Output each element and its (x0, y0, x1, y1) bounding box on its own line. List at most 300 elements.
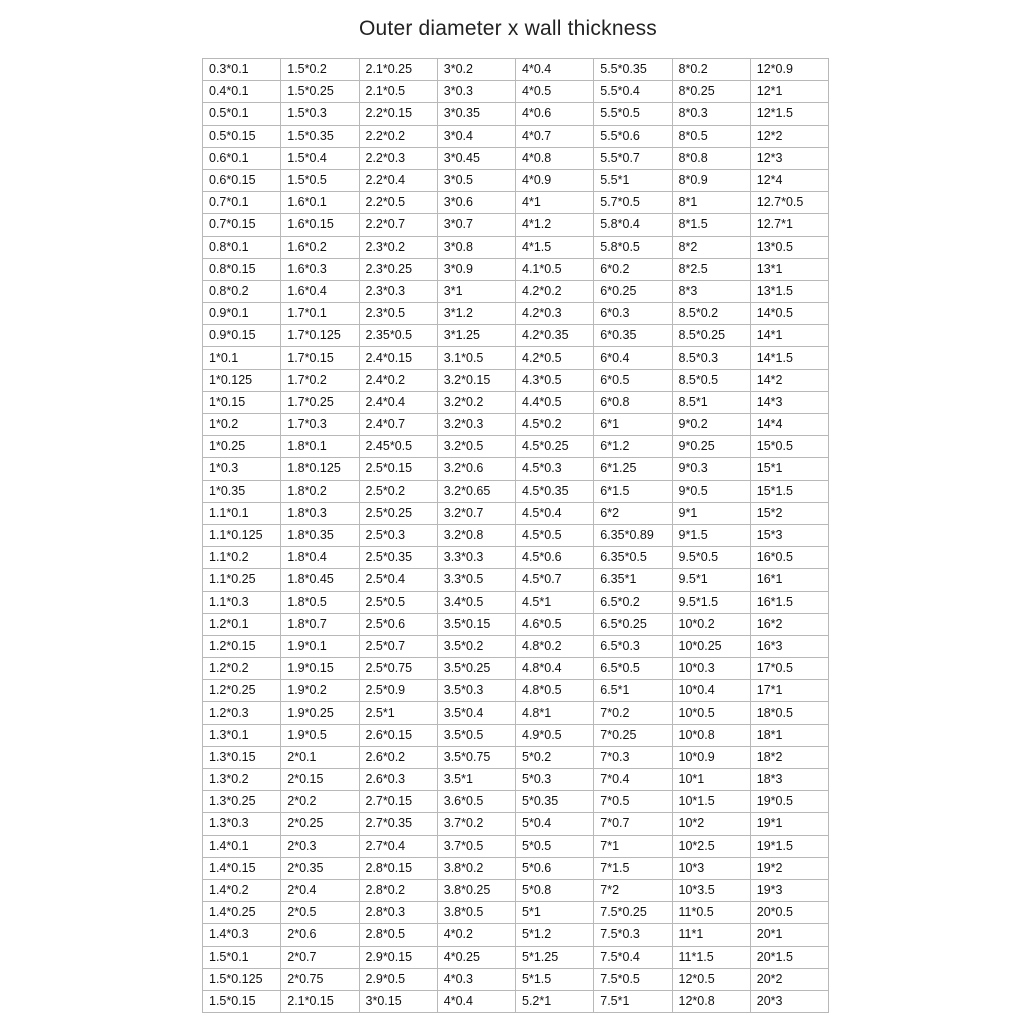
table-cell: 2.7*0.15 (359, 791, 437, 813)
table-cell: 14*4 (750, 414, 828, 436)
table-cell: 4.5*0.6 (516, 547, 594, 569)
table-cell: 6*0.3 (594, 303, 672, 325)
table-cell: 12.7*0.5 (750, 192, 828, 214)
table-cell: 16*2 (750, 613, 828, 635)
table-cell: 8.5*0.2 (672, 303, 750, 325)
table-cell: 10*1 (672, 769, 750, 791)
table-cell: 5.5*0.5 (594, 103, 672, 125)
table-cell: 4.5*0.25 (516, 436, 594, 458)
table-cell: 8*2.5 (672, 258, 750, 280)
table-cell: 15*0.5 (750, 436, 828, 458)
table-cell: 5*0.5 (516, 835, 594, 857)
table-cell: 3.5*0.15 (437, 613, 515, 635)
table-cell: 1.1*0.25 (203, 569, 281, 591)
table-cell: 4.3*0.5 (516, 369, 594, 391)
table-cell: 7.5*0.5 (594, 968, 672, 990)
table-cell: 2.7*0.4 (359, 835, 437, 857)
table-cell: 6*0.4 (594, 347, 672, 369)
table-row (203, 192, 829, 214)
table-cell: 9.5*1 (672, 569, 750, 591)
table-cell: 14*1 (750, 325, 828, 347)
table-row (203, 658, 829, 680)
table-cell: 12.7*1 (750, 214, 828, 236)
table-cell: 18*3 (750, 769, 828, 791)
table-cell: 10*2 (672, 813, 750, 835)
table-cell: 2.2*0.15 (359, 103, 437, 125)
table-cell: 16*0.5 (750, 547, 828, 569)
table-cell: 1.8*0.45 (281, 569, 359, 591)
table-cell: 4.4*0.5 (516, 391, 594, 413)
table-cell: 3*0.15 (359, 990, 437, 1012)
table-cell: 3.8*0.5 (437, 902, 515, 924)
table-row (203, 680, 829, 702)
table-cell: 1.4*0.3 (203, 924, 281, 946)
table-cell: 1*0.35 (203, 480, 281, 502)
table-row (203, 569, 829, 591)
table-cell: 9*0.2 (672, 414, 750, 436)
table-cell: 2*0.4 (281, 879, 359, 901)
table-cell: 6.35*0.89 (594, 524, 672, 546)
table-cell: 20*2 (750, 968, 828, 990)
table-cell: 20*1.5 (750, 946, 828, 968)
table-cell: 4*0.4 (437, 990, 515, 1012)
table-cell: 10*2.5 (672, 835, 750, 857)
table-cell: 6*0.5 (594, 369, 672, 391)
table-cell: 1.1*0.1 (203, 502, 281, 524)
table-cell: 8*0.3 (672, 103, 750, 125)
table-cell: 2.3*0.2 (359, 236, 437, 258)
table-cell: 8*0.2 (672, 59, 750, 81)
table-cell: 2.8*0.3 (359, 902, 437, 924)
table-cell: 3*0.8 (437, 236, 515, 258)
table-cell: 10*1.5 (672, 791, 750, 813)
table-cell: 1.6*0.3 (281, 258, 359, 280)
table-cell: 1.6*0.4 (281, 280, 359, 302)
table-cell: 1*0.25 (203, 436, 281, 458)
table-cell: 9*0.5 (672, 480, 750, 502)
table-cell: 12*1.5 (750, 103, 828, 125)
table-cell: 2*0.7 (281, 946, 359, 968)
table-cell: 0.8*0.2 (203, 280, 281, 302)
table-cell: 5*0.6 (516, 857, 594, 879)
table-cell: 2.9*0.15 (359, 946, 437, 968)
table-cell: 3.2*0.5 (437, 436, 515, 458)
table-cell: 4.5*1 (516, 591, 594, 613)
table-cell: 1.3*0.2 (203, 769, 281, 791)
table-cell: 1.6*0.1 (281, 192, 359, 214)
table-cell: 2.4*0.4 (359, 391, 437, 413)
table-row (203, 103, 829, 125)
size-table-body (203, 59, 829, 1013)
table-cell: 6.5*0.3 (594, 635, 672, 657)
table-cell: 1.8*0.1 (281, 436, 359, 458)
table-cell: 2.2*0.7 (359, 214, 437, 236)
table-cell: 8*1 (672, 192, 750, 214)
table-cell: 0.7*0.1 (203, 192, 281, 214)
table-cell: 19*0.5 (750, 791, 828, 813)
table-cell: 1.8*0.125 (281, 458, 359, 480)
table-cell: 18*1 (750, 724, 828, 746)
table-cell: 4.5*0.5 (516, 524, 594, 546)
table-cell: 7*0.5 (594, 791, 672, 813)
table-cell: 3.5*0.5 (437, 724, 515, 746)
table-cell: 7*0.3 (594, 746, 672, 768)
table-cell: 8*3 (672, 280, 750, 302)
table-cell: 18*2 (750, 746, 828, 768)
table-cell: 7.5*0.3 (594, 924, 672, 946)
table-cell: 1.2*0.2 (203, 658, 281, 680)
table-row (203, 613, 829, 635)
table-row (203, 635, 829, 657)
table-cell: 1.2*0.25 (203, 680, 281, 702)
table-cell: 1.8*0.2 (281, 480, 359, 502)
table-cell: 6*0.8 (594, 391, 672, 413)
table-cell: 4*0.8 (516, 147, 594, 169)
table-cell: 1.5*0.2 (281, 59, 359, 81)
table-row (203, 325, 829, 347)
table-cell: 10*0.3 (672, 658, 750, 680)
table-cell: 10*3 (672, 857, 750, 879)
table-cell: 15*1.5 (750, 480, 828, 502)
table-cell: 5.8*0.4 (594, 214, 672, 236)
table-cell: 2.5*0.5 (359, 591, 437, 613)
table-cell: 12*2 (750, 125, 828, 147)
table-cell: 1.9*0.15 (281, 658, 359, 680)
table-cell: 4.2*0.3 (516, 303, 594, 325)
table-row (203, 214, 829, 236)
table-cell: 4.5*0.3 (516, 458, 594, 480)
table-cell: 1*0.2 (203, 414, 281, 436)
table-cell: 12*1 (750, 81, 828, 103)
table-cell: 10*0.5 (672, 702, 750, 724)
table-cell: 2.2*0.4 (359, 169, 437, 191)
table-cell: 1.5*0.125 (203, 968, 281, 990)
table-cell: 2*0.1 (281, 746, 359, 768)
table-cell: 1.4*0.15 (203, 857, 281, 879)
table-cell: 6*1 (594, 414, 672, 436)
table-cell: 1.2*0.1 (203, 613, 281, 635)
table-cell: 1.3*0.25 (203, 791, 281, 813)
table-cell: 2.6*0.3 (359, 769, 437, 791)
table-row (203, 702, 829, 724)
table-cell: 1.7*0.15 (281, 347, 359, 369)
table-cell: 8*0.8 (672, 147, 750, 169)
table-cell: 14*3 (750, 391, 828, 413)
table-cell: 6.5*0.5 (594, 658, 672, 680)
table-cell: 7.5*0.4 (594, 946, 672, 968)
table-cell: 11*0.5 (672, 902, 750, 924)
table-cell: 2.5*1 (359, 702, 437, 724)
table-cell: 1.1*0.3 (203, 591, 281, 613)
table-cell: 0.9*0.15 (203, 325, 281, 347)
table-cell: 8.5*0.25 (672, 325, 750, 347)
table-row (203, 169, 829, 191)
table-cell: 2.1*0.15 (281, 990, 359, 1012)
table-cell: 12*0.5 (672, 968, 750, 990)
table-cell: 3*0.4 (437, 125, 515, 147)
table-cell: 4.8*0.5 (516, 680, 594, 702)
table-cell: 9*1.5 (672, 524, 750, 546)
table-row (203, 968, 829, 990)
table-cell: 2.8*0.5 (359, 924, 437, 946)
table-cell: 6.5*1 (594, 680, 672, 702)
table-cell: 1.7*0.3 (281, 414, 359, 436)
table-cell: 2.5*0.3 (359, 524, 437, 546)
table-cell: 5.5*1 (594, 169, 672, 191)
table-cell: 2*0.35 (281, 857, 359, 879)
table-cell: 6.35*0.5 (594, 547, 672, 569)
table-cell: 1.7*0.2 (281, 369, 359, 391)
table-cell: 3.3*0.5 (437, 569, 515, 591)
table-cell: 3.8*0.2 (437, 857, 515, 879)
table-cell: 17*0.5 (750, 658, 828, 680)
table-cell: 13*0.5 (750, 236, 828, 258)
table-cell: 2.3*0.5 (359, 303, 437, 325)
table-cell: 5.5*0.35 (594, 59, 672, 81)
table-cell: 2.5*0.7 (359, 635, 437, 657)
table-cell: 2.2*0.2 (359, 125, 437, 147)
table-cell: 5*0.8 (516, 879, 594, 901)
table-cell: 8.5*0.5 (672, 369, 750, 391)
table-cell: 0.8*0.1 (203, 236, 281, 258)
table-cell: 3.2*0.6 (437, 458, 515, 480)
table-cell: 2.5*0.15 (359, 458, 437, 480)
table-cell: 8*0.5 (672, 125, 750, 147)
table-cell: 3.5*0.3 (437, 680, 515, 702)
table-cell: 19*2 (750, 857, 828, 879)
table-cell: 7*0.2 (594, 702, 672, 724)
table-row (203, 236, 829, 258)
table-row (203, 902, 829, 924)
table-row (203, 303, 829, 325)
table-cell: 8*2 (672, 236, 750, 258)
table-cell: 4.2*0.35 (516, 325, 594, 347)
table-cell: 2.6*0.2 (359, 746, 437, 768)
table-row (203, 857, 829, 879)
table-cell: 4*0.7 (516, 125, 594, 147)
table-cell: 1.8*0.4 (281, 547, 359, 569)
table-cell: 14*2 (750, 369, 828, 391)
table-cell: 2.35*0.5 (359, 325, 437, 347)
table-cell: 13*1 (750, 258, 828, 280)
table-row (203, 391, 829, 413)
table-cell: 4.8*1 (516, 702, 594, 724)
table-row (203, 458, 829, 480)
table-cell: 7*0.4 (594, 769, 672, 791)
table-cell: 3*0.6 (437, 192, 515, 214)
table-cell: 1.8*0.5 (281, 591, 359, 613)
table-cell: 1.9*0.25 (281, 702, 359, 724)
table-cell: 7*0.25 (594, 724, 672, 746)
table-cell: 16*1.5 (750, 591, 828, 613)
table-cell: 7.5*1 (594, 990, 672, 1012)
table-cell: 1.5*0.3 (281, 103, 359, 125)
table-cell: 5.7*0.5 (594, 192, 672, 214)
table-cell: 4*0.2 (437, 924, 515, 946)
table-cell: 3.1*0.5 (437, 347, 515, 369)
table-cell: 1.1*0.125 (203, 524, 281, 546)
table-row (203, 924, 829, 946)
table-cell: 5.2*1 (516, 990, 594, 1012)
table-cell: 4*0.3 (437, 968, 515, 990)
table-row (203, 81, 829, 103)
table-row (203, 813, 829, 835)
table-row (203, 591, 829, 613)
table-cell: 19*1.5 (750, 835, 828, 857)
table-cell: 3.5*0.2 (437, 635, 515, 657)
table-cell: 1.4*0.2 (203, 879, 281, 901)
table-cell: 0.9*0.1 (203, 303, 281, 325)
table-row (203, 436, 829, 458)
table-cell: 15*2 (750, 502, 828, 524)
table-cell: 2*0.6 (281, 924, 359, 946)
table-cell: 1.6*0.15 (281, 214, 359, 236)
table-cell: 4*0.6 (516, 103, 594, 125)
table-cell: 3*1.2 (437, 303, 515, 325)
table-cell: 2.8*0.15 (359, 857, 437, 879)
table-cell: 2.1*0.25 (359, 59, 437, 81)
table-cell: 14*0.5 (750, 303, 828, 325)
table-cell: 3.2*0.8 (437, 524, 515, 546)
table-cell: 4.9*0.5 (516, 724, 594, 746)
table-cell: 8.5*0.3 (672, 347, 750, 369)
table-cell: 3.2*0.65 (437, 480, 515, 502)
table-cell: 2.5*0.4 (359, 569, 437, 591)
table-cell: 6.5*0.25 (594, 613, 672, 635)
table-cell: 16*3 (750, 635, 828, 657)
table-cell: 3.8*0.25 (437, 879, 515, 901)
table-row (203, 791, 829, 813)
table-cell: 10*3.5 (672, 879, 750, 901)
table-cell: 1.5*0.5 (281, 169, 359, 191)
table-cell: 4.2*0.5 (516, 347, 594, 369)
table-cell: 3.6*0.5 (437, 791, 515, 813)
table-cell: 1.8*0.3 (281, 502, 359, 524)
table-cell: 3.4*0.5 (437, 591, 515, 613)
table-cell: 2*0.5 (281, 902, 359, 924)
table-cell: 16*1 (750, 569, 828, 591)
table-cell: 20*3 (750, 990, 828, 1012)
table-cell: 1.4*0.1 (203, 835, 281, 857)
table-row (203, 835, 829, 857)
table-cell: 0.8*0.15 (203, 258, 281, 280)
table-cell: 4*1.5 (516, 236, 594, 258)
table-cell: 8*0.25 (672, 81, 750, 103)
table-cell: 4*0.4 (516, 59, 594, 81)
table-cell: 4.8*0.4 (516, 658, 594, 680)
table-cell: 4*0.9 (516, 169, 594, 191)
table-cell: 2*0.2 (281, 791, 359, 813)
table-cell: 4*1.2 (516, 214, 594, 236)
table-cell: 17*1 (750, 680, 828, 702)
table-cell: 9*1 (672, 502, 750, 524)
table-cell: 13*1.5 (750, 280, 828, 302)
table-cell: 2.2*0.3 (359, 147, 437, 169)
table-cell: 6*1.2 (594, 436, 672, 458)
table-cell: 19*3 (750, 879, 828, 901)
table-cell: 14*1.5 (750, 347, 828, 369)
table-row (203, 879, 829, 901)
table-cell: 5.5*0.4 (594, 81, 672, 103)
table-cell: 2.5*0.9 (359, 680, 437, 702)
table-cell: 15*1 (750, 458, 828, 480)
table-cell: 2.7*0.35 (359, 813, 437, 835)
table-cell: 1.9*0.5 (281, 724, 359, 746)
table-cell: 11*1.5 (672, 946, 750, 968)
table-cell: 0.3*0.1 (203, 59, 281, 81)
table-cell: 6*0.35 (594, 325, 672, 347)
table-cell: 11*1 (672, 924, 750, 946)
table-cell: 6*2 (594, 502, 672, 524)
table-cell: 5*0.4 (516, 813, 594, 835)
table-cell: 1.6*0.2 (281, 236, 359, 258)
table-cell: 20*1 (750, 924, 828, 946)
table-row (203, 746, 829, 768)
table-cell: 1.5*0.35 (281, 125, 359, 147)
table-cell: 3.5*1 (437, 769, 515, 791)
table-row (203, 280, 829, 302)
table-cell: 3.7*0.2 (437, 813, 515, 835)
table-cell: 5*1.5 (516, 968, 594, 990)
table-cell: 3*0.35 (437, 103, 515, 125)
table-row (203, 147, 829, 169)
table-cell: 1.8*0.35 (281, 524, 359, 546)
table-cell: 0.4*0.1 (203, 81, 281, 103)
table-row (203, 347, 829, 369)
table-cell: 1.9*0.2 (281, 680, 359, 702)
table-cell: 20*0.5 (750, 902, 828, 924)
table-row (203, 769, 829, 791)
table-cell: 3.2*0.7 (437, 502, 515, 524)
table-cell: 2.8*0.2 (359, 879, 437, 901)
table-cell: 5.5*0.7 (594, 147, 672, 169)
table-cell: 5.5*0.6 (594, 125, 672, 147)
table-cell: 4.5*0.2 (516, 414, 594, 436)
table-cell: 12*0.8 (672, 990, 750, 1012)
table-cell: 18*0.5 (750, 702, 828, 724)
table-cell: 3*0.5 (437, 169, 515, 191)
table-cell: 2.2*0.5 (359, 192, 437, 214)
table-cell: 3*0.45 (437, 147, 515, 169)
table-cell: 2.5*0.2 (359, 480, 437, 502)
table-cell: 1.7*0.125 (281, 325, 359, 347)
table-cell: 1.1*0.2 (203, 547, 281, 569)
table-cell: 19*1 (750, 813, 828, 835)
table-cell: 3*0.7 (437, 214, 515, 236)
table-cell: 1.4*0.25 (203, 902, 281, 924)
table-cell: 8*1.5 (672, 214, 750, 236)
table-row (203, 125, 829, 147)
table-row (203, 502, 829, 524)
table-cell: 6*0.25 (594, 280, 672, 302)
table-cell: 4.8*0.2 (516, 635, 594, 657)
table-cell: 1.3*0.1 (203, 724, 281, 746)
table-cell: 1.2*0.3 (203, 702, 281, 724)
table-cell: 7*0.7 (594, 813, 672, 835)
table-cell: 3.3*0.3 (437, 547, 515, 569)
table-cell: 2*0.75 (281, 968, 359, 990)
table-cell: 5*0.3 (516, 769, 594, 791)
table-cell: 4.2*0.2 (516, 280, 594, 302)
table-cell: 3*0.3 (437, 81, 515, 103)
table-cell: 0.6*0.1 (203, 147, 281, 169)
table-cell: 2.4*0.15 (359, 347, 437, 369)
table-cell: 8*0.9 (672, 169, 750, 191)
table-row (203, 258, 829, 280)
table-cell: 6*0.2 (594, 258, 672, 280)
table-cell: 1.5*0.25 (281, 81, 359, 103)
table-cell: 1*0.125 (203, 369, 281, 391)
